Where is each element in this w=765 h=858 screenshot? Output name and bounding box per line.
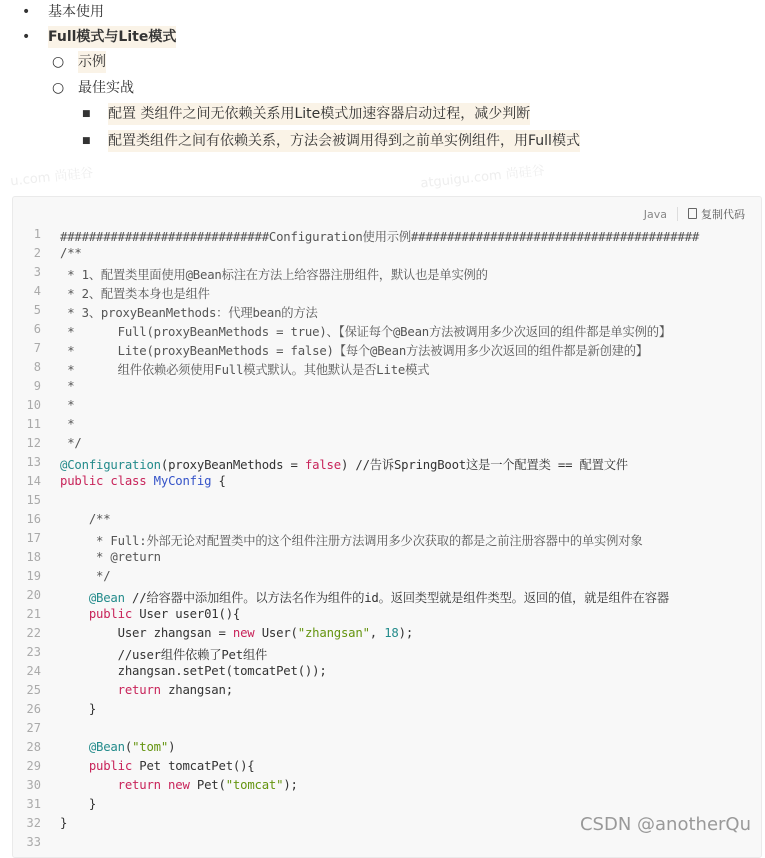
code-line [60, 322, 671, 340]
code-token: { [211, 474, 226, 488]
code-toolbar [644, 207, 745, 221]
code-token: * Lite(proxyBeanMethods = false)【每个@Bean方法被调用多少次返回的组件都是新创建的】 [60, 344, 648, 358]
code-token: "zhangsan" [297, 626, 370, 640]
code-token: (proxyBeanMethods = [160, 458, 305, 472]
code-line [60, 436, 82, 450]
line-number: 17 [26, 531, 41, 545]
line-number: 5 [33, 303, 41, 317]
code-token: public class [60, 474, 154, 488]
code-line [60, 227, 699, 245]
code-line [60, 816, 67, 830]
code-block [12, 196, 762, 858]
line-number: 13 [26, 455, 41, 469]
code-token: User user01(){ [132, 607, 241, 621]
code-token: @Configuration [60, 458, 161, 472]
line-number: 23 [26, 645, 41, 659]
line-number: 3 [33, 265, 41, 279]
outline-item-text: Full模式与Lite模式 [48, 26, 176, 48]
line-number: 1 [33, 227, 41, 241]
code-line [60, 569, 110, 583]
code-token: ) //告诉SpringBoot这是一个配置类 == 配置文件 [340, 458, 628, 472]
outline-item [82, 130, 580, 152]
watermark-bg: atguigu.com 尚硅谷 [419, 163, 546, 192]
outline-item [22, 26, 176, 48]
watermark-bg: u.com 尚硅谷 [9, 165, 95, 190]
code-line [60, 645, 267, 663]
line-number: 10 [26, 398, 41, 412]
line-number: 30 [26, 778, 41, 792]
line-number: 25 [26, 683, 41, 697]
code-token: "tom" [132, 740, 169, 754]
code-token: */ [60, 436, 82, 450]
code-token: MyConfig [153, 474, 212, 488]
line-number: 31 [26, 797, 41, 811]
outline-item [52, 51, 106, 73]
code-line [60, 341, 648, 359]
code-token: * 1、配置类里面使用@Bean标注在方法上给容器注册组件，默认也是单实例的 [60, 268, 488, 282]
line-number: 20 [26, 588, 41, 602]
line-number: 27 [26, 721, 41, 735]
code-token: ); [398, 626, 414, 640]
code-token: * 3、proxyBeanMethods：代理bean的方法 [60, 306, 318, 320]
outline-item-text: 最佳实战 [78, 80, 134, 96]
code-line [60, 664, 327, 678]
code-line [60, 550, 161, 564]
code-line [60, 284, 210, 302]
code-token: 18 [384, 626, 399, 640]
code-line [60, 683, 233, 697]
line-number: 32 [26, 816, 41, 830]
code-line [60, 759, 255, 773]
divider [677, 207, 678, 221]
code-token: * Full:外部无论对配置类中的这个组件注册方法调用多少次获取的都是之前注册容器中的单实例对象 [60, 534, 643, 548]
clipboard-icon [688, 208, 697, 219]
line-number: 28 [26, 740, 41, 754]
line-number: 16 [26, 512, 41, 526]
code-line [60, 778, 298, 792]
code-token: ); [283, 778, 298, 792]
code-token: * Full(proxyBeanMethods = true)、【保证每个@Bean方法被调用多少次返回的组件都是单实例的】 [60, 325, 671, 339]
code-token: public [60, 759, 133, 773]
code-line [60, 379, 74, 393]
code-token: */ [60, 569, 111, 583]
csdn-watermark: CSDN @anotherQu [579, 814, 751, 835]
outline-item [52, 77, 134, 99]
line-number: 4 [33, 284, 41, 298]
code-token: @Bean [60, 591, 125, 605]
code-line [60, 607, 240, 621]
code-line [60, 588, 669, 606]
code-token: //user组件依赖了Pet组件 [60, 648, 268, 662]
code-token: Pet( [189, 778, 226, 792]
outline-item [22, 1, 104, 23]
line-number: 22 [26, 626, 41, 640]
bullet-icon: ■ [82, 136, 91, 146]
code-token: new [232, 626, 255, 640]
code-token: Pet tomcatPet(){ [132, 759, 255, 773]
bullet-icon: ■ [82, 109, 91, 119]
line-number: 33 [26, 835, 41, 849]
outline-item-text: 示例 [78, 51, 106, 73]
line-number: 29 [26, 759, 41, 773]
code-token: public [60, 607, 133, 621]
line-number: 8 [33, 360, 41, 374]
copy-code-label: 复制代码 [701, 207, 745, 221]
code-line [60, 474, 226, 488]
code-token: * 组件依赖必须使用Full模式默认。其他默认是否Lite模式 [60, 363, 430, 377]
language-label: Java [643, 207, 667, 221]
line-number: 14 [26, 474, 41, 488]
code-token: User zhangsan = [60, 626, 233, 640]
code-token: ( [124, 740, 133, 754]
code-token: zhangsan.setPet(tomcatPet()); [60, 664, 327, 678]
line-number: 2 [33, 246, 41, 260]
bullet-icon: ○ [52, 54, 65, 70]
code-token: false [304, 458, 341, 472]
code-token: "tomcat" [225, 778, 284, 792]
code-line [60, 398, 74, 412]
code-line [60, 797, 96, 811]
line-number: 11 [26, 417, 41, 431]
line-number: 18 [26, 550, 41, 564]
code-token: return new [60, 778, 190, 792]
code-line [60, 512, 110, 526]
code-line [60, 531, 642, 549]
code-token: * [60, 379, 75, 393]
code-token: zhangsan; [160, 683, 233, 697]
line-number: 24 [26, 664, 41, 678]
line-number: 12 [26, 436, 41, 450]
line-number: 6 [33, 322, 41, 336]
code-line [60, 702, 96, 716]
line-number: 26 [26, 702, 41, 716]
bullet-icon: • [22, 29, 31, 45]
code-token: #############################Configuration使用示例######################################## [60, 230, 700, 244]
code-token: } [60, 816, 68, 830]
line-number: 7 [33, 341, 41, 355]
code-line [60, 246, 82, 260]
code-token: ) [168, 740, 176, 754]
line-number: 9 [33, 379, 41, 393]
code-token: User( [254, 626, 298, 640]
bullet-icon: • [22, 4, 31, 20]
code-token: } [60, 702, 97, 716]
line-number: 19 [26, 569, 41, 583]
bullet-icon: ○ [52, 80, 65, 96]
outline-item-text: 基本使用 [48, 4, 104, 20]
code-token: * [60, 417, 75, 431]
copy-code-button[interactable] [688, 208, 745, 221]
code-line [60, 265, 488, 283]
code-token: * @return [60, 550, 161, 564]
outline-item-text: 配置 类组件之间无依赖关系用Lite模式加速容器启动过程，减少判断 [108, 103, 530, 125]
code-line [60, 626, 413, 640]
code-line [60, 455, 628, 473]
code-token: return [60, 683, 161, 697]
line-number: 15 [26, 493, 41, 507]
code-token: * [60, 398, 75, 412]
code-token: , [369, 626, 385, 640]
code-line [60, 360, 429, 378]
code-token: //给容器中添加组件。以方法名作为组件的id。返回类型就是组件类型。返回的值，就是组件在容器 [124, 591, 669, 605]
line-number: 21 [26, 607, 41, 621]
code-token: @Bean [60, 740, 125, 754]
code-token: /** [60, 246, 82, 260]
code-token: } [60, 797, 97, 811]
code-token: * 2、配置类本身也是组件 [60, 287, 210, 301]
code-line [60, 303, 318, 321]
code-line [60, 417, 74, 431]
code-token: /** [60, 512, 111, 526]
outline-item-text: 配置类组件之间有依赖关系，方法会被调用得到之前单实例组件，用Full模式 [108, 130, 580, 152]
code-line [60, 740, 175, 754]
outline-item [82, 103, 530, 125]
